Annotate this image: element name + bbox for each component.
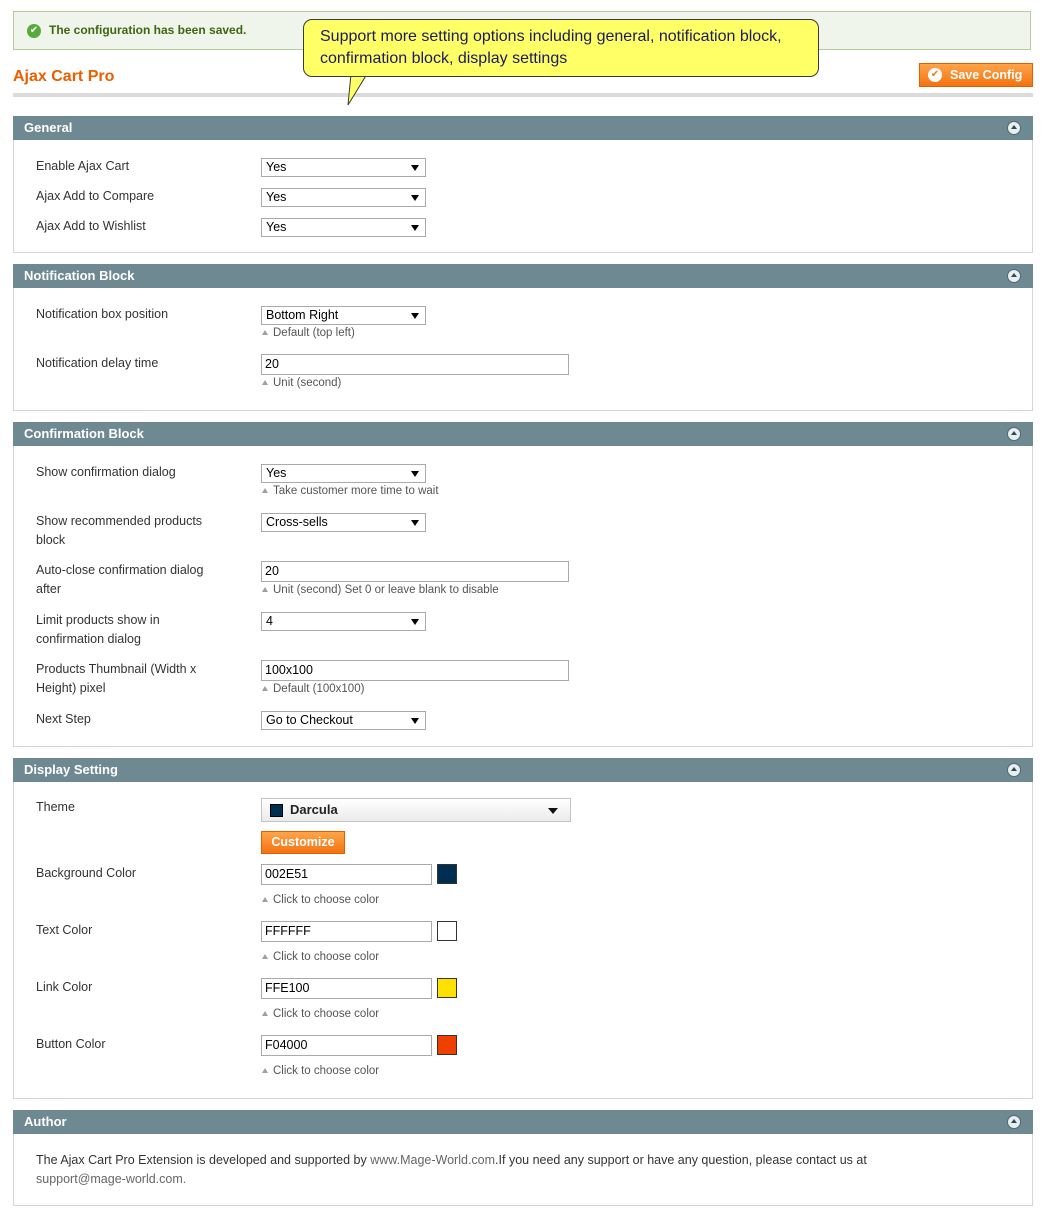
site-link[interactable]: www.Mage-World.com bbox=[370, 1153, 496, 1167]
background-color-swatch[interactable] bbox=[437, 864, 457, 884]
link-color-swatch[interactable] bbox=[437, 978, 457, 998]
thumbnail-size-label: Products Thumbnail (Width x Height) pixel bbox=[36, 662, 197, 695]
text-color-label: Text Color bbox=[36, 923, 93, 937]
enable-ajax-cart-label: Enable Ajax Cart bbox=[36, 159, 130, 173]
text-color-note: Click to choose color bbox=[262, 951, 379, 963]
limit-products-select[interactable]: 4 bbox=[261, 612, 426, 631]
section-header-display[interactable] bbox=[13, 758, 1033, 782]
link-color-label: Link Color bbox=[36, 980, 93, 994]
author-text: The Ajax Cart Pro Extension is developed and supported by www.Mage-World.com.If you need any support or have any question, please contact us at support@mage-world.com. bbox=[36, 1153, 867, 1186]
notification-position-note: Default (top left) bbox=[262, 327, 355, 339]
background-color-input[interactable]: 002E51 bbox=[261, 864, 432, 885]
enable-ajax-cart-select[interactable]: Yes bbox=[261, 158, 426, 177]
recommended-products-select[interactable]: Cross-sells bbox=[261, 513, 426, 532]
background-color-note: Click to choose color bbox=[262, 894, 379, 906]
ajax-compare-select[interactable]: Yes bbox=[261, 188, 426, 207]
link-color-note: Click to choose color bbox=[262, 1008, 379, 1020]
collapse-icon[interactable] bbox=[1007, 1115, 1021, 1129]
section-header-notification[interactable] bbox=[13, 264, 1033, 288]
save-config-button[interactable] bbox=[919, 63, 1033, 87]
section-title: Display Setting bbox=[24, 762, 118, 777]
section-title: General bbox=[24, 120, 73, 135]
section-title: Author bbox=[24, 1114, 67, 1129]
collapse-icon[interactable] bbox=[1007, 269, 1021, 283]
section-body-display bbox=[13, 782, 1033, 1099]
theme-select[interactable] bbox=[261, 798, 571, 822]
theme-label: Theme bbox=[36, 800, 75, 814]
customize-button[interactable]: Customize bbox=[261, 831, 345, 854]
auto-close-input[interactable]: 20 bbox=[261, 561, 569, 582]
notification-position-select[interactable]: Bottom Right bbox=[261, 306, 426, 325]
limit-products-label: Limit products show in confirmation dialog bbox=[36, 613, 160, 646]
button-color-swatch[interactable] bbox=[437, 1035, 457, 1055]
callout-tail bbox=[345, 74, 385, 106]
notification-position-label: Notification box position bbox=[36, 307, 169, 321]
ajax-wishlist-label: Ajax Add to Wishlist bbox=[36, 219, 146, 233]
collapse-icon[interactable] bbox=[1007, 763, 1021, 777]
text-color-swatch[interactable] bbox=[437, 921, 457, 941]
collapse-icon[interactable] bbox=[1007, 427, 1021, 441]
thumbnail-size-note: Default (100x100) bbox=[262, 683, 364, 695]
auto-close-label: Auto-close confirmation dialog after bbox=[36, 563, 204, 596]
checkmark-icon: ✔ bbox=[27, 24, 41, 38]
section-title: Notification Block bbox=[24, 268, 135, 283]
notification-delay-note: Unit (second) bbox=[262, 377, 341, 389]
section-header-confirmation[interactable] bbox=[13, 422, 1033, 446]
page-title: Ajax Cart Pro bbox=[13, 68, 115, 85]
background-color-label: Background Color bbox=[36, 866, 137, 880]
next-step-label: Next Step bbox=[36, 712, 91, 726]
show-confirmation-label: Show confirmation dialog bbox=[36, 465, 176, 479]
theme-value: Darcula bbox=[290, 802, 338, 817]
show-confirmation-select[interactable]: Yes bbox=[261, 464, 426, 483]
recommended-products-label: Show recommended products block bbox=[36, 514, 203, 547]
ajax-wishlist-select[interactable]: Yes bbox=[261, 218, 426, 237]
show-confirmation-note: Take customer more time to wait bbox=[262, 485, 439, 497]
theme-swatch bbox=[270, 804, 283, 817]
section-header-general[interactable] bbox=[13, 116, 1033, 140]
text-color-input[interactable]: FFFFFF bbox=[261, 921, 432, 942]
collapse-icon[interactable] bbox=[1007, 121, 1021, 135]
button-color-label: Button Color bbox=[36, 1037, 106, 1051]
check-circle-icon: ✔ bbox=[928, 68, 942, 82]
section-body-general bbox=[13, 140, 1033, 253]
section-title: Confirmation Block bbox=[24, 426, 144, 441]
save-config-label: Save Config bbox=[950, 68, 1023, 82]
support-email-link[interactable]: support@mage-world.com. bbox=[36, 1172, 187, 1186]
button-color-note: Click to choose color bbox=[262, 1065, 379, 1077]
button-color-input[interactable]: F04000 bbox=[261, 1035, 432, 1056]
section-header-author[interactable] bbox=[13, 1110, 1033, 1134]
notification-delay-input[interactable]: 20 bbox=[261, 354, 569, 375]
thumbnail-size-input[interactable]: 100x100 bbox=[261, 660, 569, 681]
success-message-text: The configuration has been saved. bbox=[49, 23, 247, 37]
link-color-input[interactable]: FFE100 bbox=[261, 978, 432, 999]
notification-delay-label: Notification delay time bbox=[36, 356, 159, 370]
title-divider bbox=[13, 93, 1033, 97]
ajax-compare-label: Ajax Add to Compare bbox=[36, 189, 155, 203]
auto-close-note: Unit (second) Set 0 or leave blank to disable bbox=[262, 584, 499, 596]
next-step-select[interactable]: Go to Checkout bbox=[261, 711, 426, 730]
annotation-callout: Support more setting options including general, notification block, confirmation block, display settings bbox=[303, 19, 819, 77]
